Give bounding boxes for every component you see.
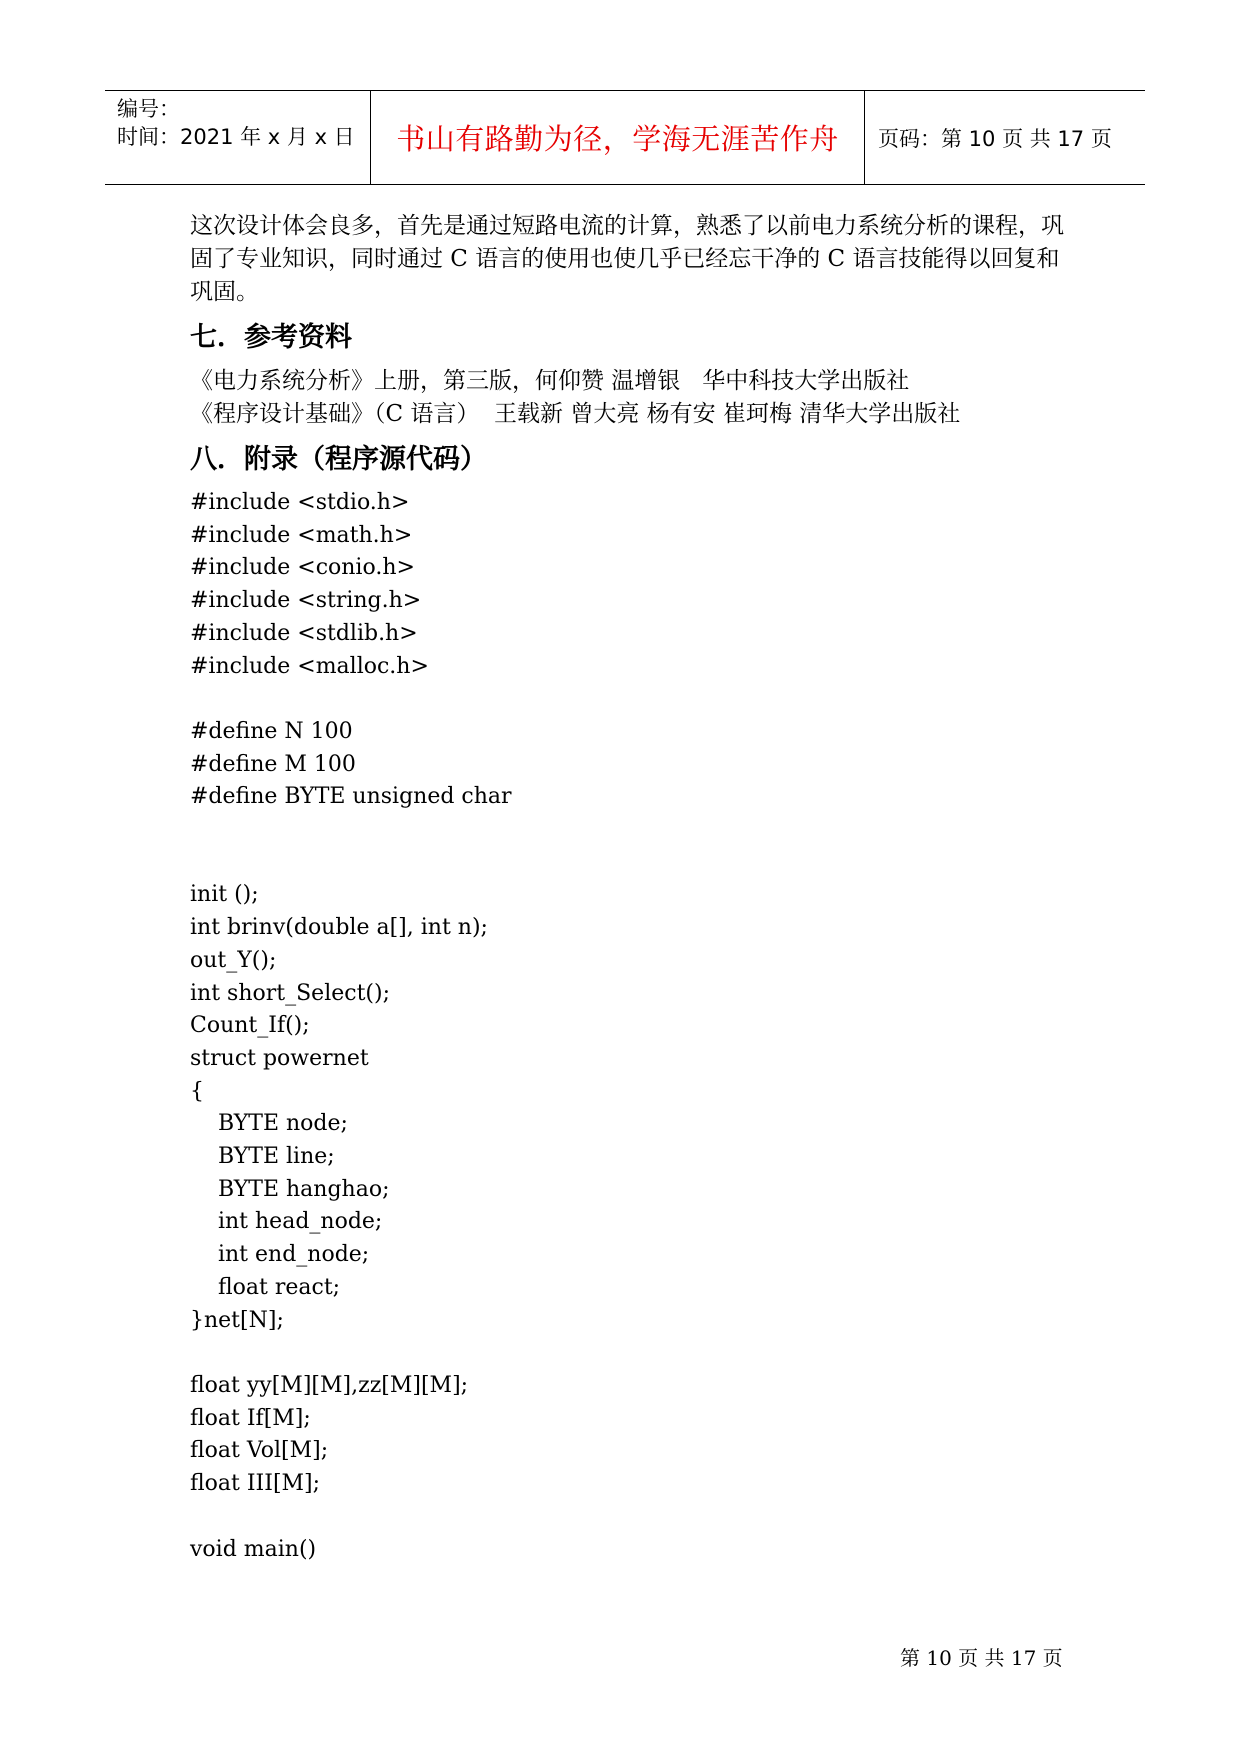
code-line: out_Y(); (190, 947, 277, 973)
code-line: #include <malloc.h> (190, 653, 429, 679)
page-footer: 第 10 页 共 17 页 (900, 1646, 1063, 1670)
code-line (190, 1337, 1070, 1370)
section-8-heading: 八．附录（程序源代码） (190, 444, 487, 475)
code-line (190, 683, 1070, 716)
header-left-cell (105, 91, 370, 184)
code-line: #define N 100 (190, 718, 353, 744)
code-line: BYTE node; (190, 1111, 348, 1137)
code-line: }net[N]; (190, 1307, 284, 1333)
source-code-block (190, 487, 1070, 1566)
code-line: #include <conio.h> (190, 555, 415, 581)
code-line: float III[M]; (190, 1471, 321, 1497)
code-line: float Vol[M]; (190, 1438, 329, 1464)
code-line: void main() (190, 1536, 317, 1562)
code-line: #include <string.h> (190, 588, 422, 614)
code-line: #define M 100 (190, 751, 356, 777)
code-line: #include <stdlib.h> (190, 620, 418, 646)
code-line: #define BYTE unsigned char (190, 784, 512, 810)
code-line: #include <math.h> (190, 522, 413, 548)
code-line: int short_Select(); (190, 980, 390, 1006)
section-7-heading: 七．参考资料 (190, 322, 352, 353)
code-line (190, 1501, 1070, 1534)
code-line (190, 814, 1070, 847)
header-motto: 书山有路勤为径，学海无涯苦作舟 (396, 122, 839, 156)
reference-item: 《电力系统分析》上册，第三版，何仰赞 温增银 华中科技大学出版社 (190, 368, 910, 394)
document-header (105, 90, 1145, 185)
code-line (190, 847, 1070, 880)
code-line: Count_If(); (190, 1013, 310, 1039)
code-line: BYTE hanghao; (190, 1176, 390, 1202)
code-line: BYTE line; (190, 1144, 335, 1170)
reference-item: 《程序设计基础》（C 语言） 王载新 曾大亮 杨有安 崔珂梅 清华大学出版社 (190, 401, 961, 427)
header-right-cell (865, 91, 1145, 184)
document-date-label: 时间：2021 年 x 月 x 日 (117, 125, 355, 149)
code-line: #include <stdio.h> (190, 490, 410, 515)
code-line: struct powernet (190, 1045, 369, 1071)
code-line: { (190, 1078, 204, 1104)
header-page-info: 页码：第 10 页 共 17 页 (878, 126, 1112, 151)
page-content (190, 210, 1070, 1566)
code-line: init (); (190, 882, 259, 908)
code-line: float react; (190, 1274, 341, 1300)
code-line: float If[M]; (190, 1405, 311, 1431)
document-number-label: 编号： (117, 97, 180, 121)
intro-paragraph: 这次设计体会良多，首先是通过短路电流的计算，熟悉了以前电力系统分析的课程，巩固了专业知识，同时通过 C 语言的使用也使几乎已经忘干净的 C 语言技能得以回复和巩固。 (190, 213, 1064, 305)
header-center-cell (370, 91, 865, 184)
code-line: int brinv(double a[], int n); (190, 915, 488, 941)
code-line: int head_node; (190, 1209, 383, 1235)
code-line: float yy[M][M],zz[M][M]; (190, 1372, 469, 1398)
code-line: int end_node; (190, 1242, 370, 1268)
